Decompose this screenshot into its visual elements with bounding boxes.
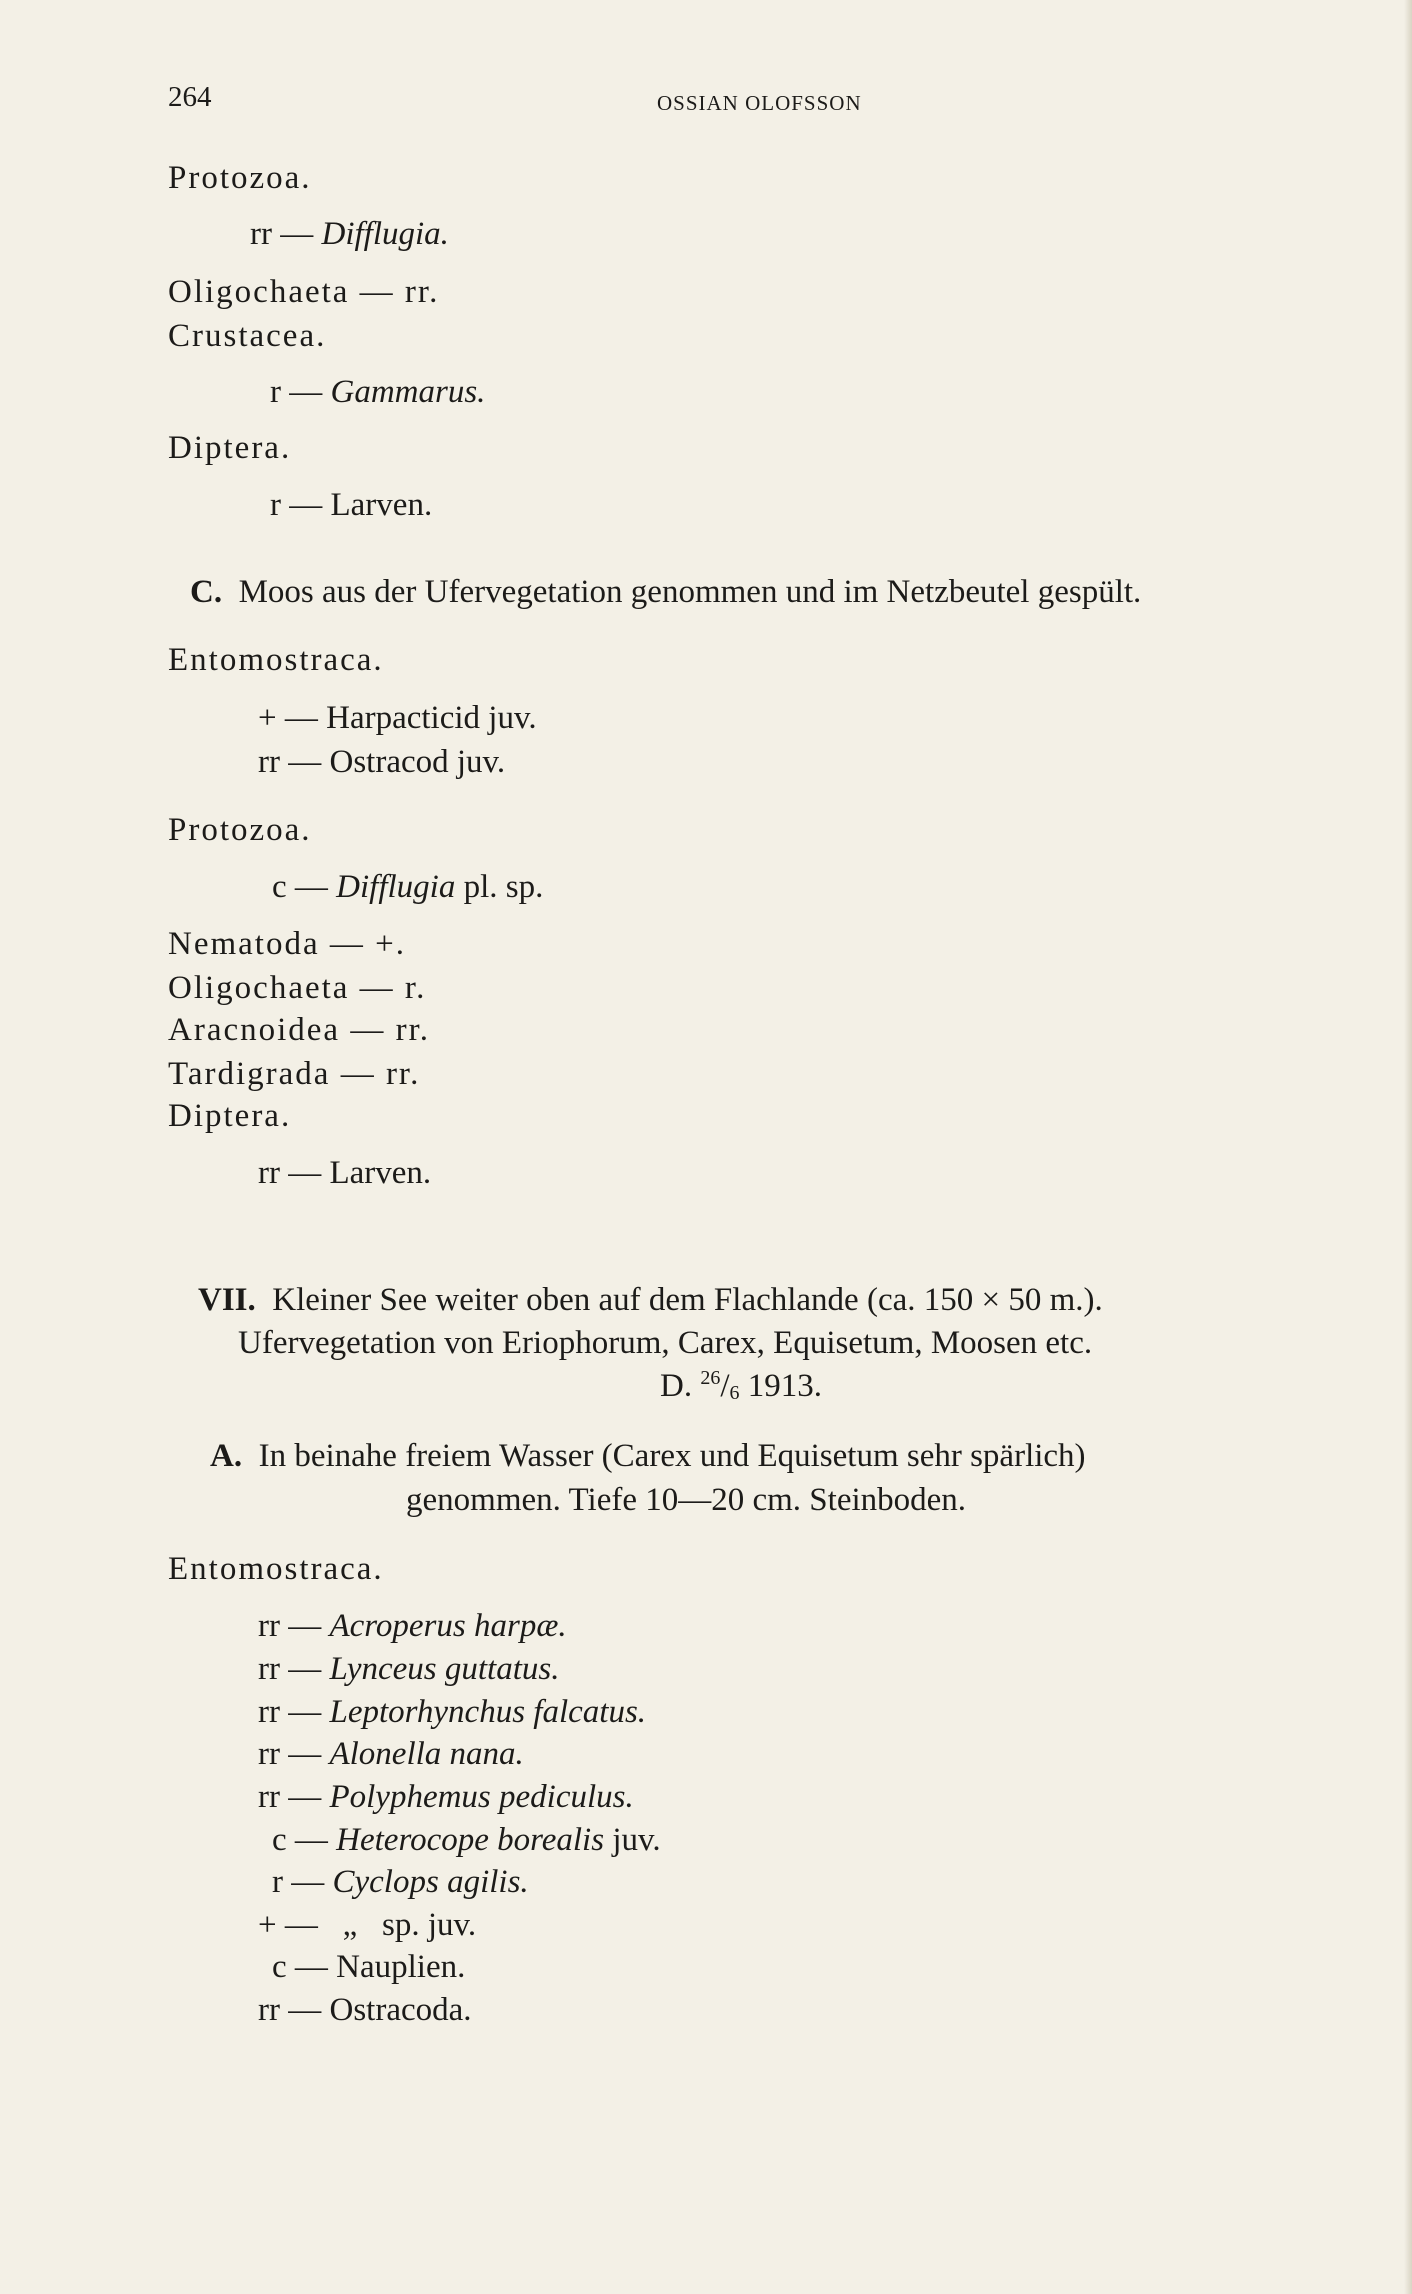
- species-entry: rr — Polyphemus pediculus.: [258, 1779, 634, 1815]
- entry-text: Nauplien.: [336, 1949, 466, 1985]
- section-vii-heading: [198, 1280, 1103, 1320]
- species-entry: c — Heterocope borealis juv.: [272, 1822, 661, 1858]
- species-entry: r — Gammarus.: [270, 374, 486, 410]
- section-letter: A.: [210, 1438, 243, 1474]
- species-entry: rr — Alonella nana.: [258, 1736, 524, 1772]
- species-entry: rr — Ostracoda.: [258, 1992, 472, 2028]
- taxon-name: Cyclops agilis.: [332, 1864, 529, 1900]
- abundance-code: rr: [258, 1779, 280, 1815]
- group-heading: Protozoa.: [168, 812, 312, 848]
- group-heading: Protozoa.: [168, 160, 312, 196]
- taxon-name: Acroperus harpæ.: [329, 1608, 567, 1644]
- taxon-name: Difflugia.: [321, 216, 449, 252]
- date-day: 26: [700, 1367, 721, 1389]
- group-heading: Tardigrada — rr.: [168, 1056, 421, 1092]
- abundance-code: c: [272, 1822, 287, 1858]
- group-heading: Aracnoidea — rr.: [168, 1012, 430, 1048]
- date-month: 6: [729, 1382, 740, 1404]
- abundance-code: c: [272, 1949, 287, 1985]
- species-entry: r — Cyclops agilis.: [272, 1864, 529, 1900]
- taxon-name: Difflugia: [336, 869, 456, 905]
- taxon-name: Heterocope borealis: [336, 1822, 605, 1858]
- abundance-code: rr: [250, 216, 272, 252]
- abundance-code: rr: [258, 1155, 280, 1191]
- species-entry: rr — Difflugia.: [250, 216, 449, 252]
- section-numeral: VII.: [198, 1282, 256, 1318]
- section-text: Moos aus der Ufervegetation genommen und im Netzbeutel gespült.: [238, 574, 1142, 610]
- group-heading: Nematoda — +.: [168, 926, 406, 962]
- entry-text: juv.: [612, 1822, 661, 1858]
- entry-text: Ostracod juv.: [329, 744, 506, 780]
- species-entry: rr — Acroperus harpæ.: [258, 1608, 567, 1644]
- abundance-code: rr: [258, 1694, 280, 1730]
- running-title: OSSIAN OLOFSSON: [657, 91, 862, 115]
- taxon-name: Alonella nana.: [329, 1736, 524, 1772]
- abundance-code: r: [272, 1864, 283, 1900]
- species-entry: r — Larven.: [270, 487, 433, 523]
- entry-text: pl. sp.: [463, 869, 544, 905]
- section-vii-date: D. $^{26}/_6$ 1913.: [660, 1367, 823, 1404]
- group-heading: Crustacea.: [168, 318, 327, 354]
- entry-text: Harpacticid juv.: [326, 700, 537, 736]
- taxon-name: Gammarus.: [330, 374, 486, 410]
- section-vii-line-2: Ufervegetation von Eriophorum, Carex, Equisetum, Moosen etc.: [238, 1325, 1093, 1361]
- group-heading: Diptera.: [168, 430, 292, 466]
- species-entry: + — „ sp. juv.: [258, 1907, 477, 1943]
- abundance-code: r: [270, 374, 281, 410]
- group-heading: Diptera.: [168, 1098, 292, 1134]
- entry-text: sp. juv.: [382, 1907, 477, 1943]
- section-letter: C.: [190, 574, 223, 610]
- section-a-line-2: genommen. Tiefe 10—20 cm. Steinboden.: [406, 1482, 967, 1518]
- species-entry: rr — Larven.: [258, 1155, 432, 1191]
- group-heading: Oligochaeta — r.: [168, 970, 427, 1006]
- section-line-1: Kleiner See weiter oben auf dem Flachlande (ca. 150 × 50 m.).: [272, 1282, 1103, 1318]
- entry-text: Ostracoda.: [329, 1992, 472, 2028]
- species-entry: rr — Ostracod juv.: [258, 744, 506, 780]
- species-entry: rr — Leptorhynchus falcatus.: [258, 1694, 647, 1730]
- date-year: 1913.: [747, 1368, 823, 1404]
- taxon-name: Lynceus guttatus.: [329, 1651, 560, 1687]
- section-c-heading: [190, 572, 1141, 612]
- group-heading: Entomostraca.: [168, 1551, 384, 1587]
- taxon-name: Leptorhynchus falcatus.: [329, 1694, 647, 1730]
- abundance-code: rr: [258, 1608, 280, 1644]
- abundance-code: r: [270, 487, 281, 523]
- group-heading: Entomostraca.: [168, 642, 384, 678]
- page-edge-shadow: [1404, 0, 1412, 2294]
- date-prefix: D.: [660, 1368, 693, 1404]
- abundance-code: +: [258, 1907, 277, 1943]
- group-heading: Oligochaeta — rr.: [168, 274, 440, 310]
- ditto-mark: „: [342, 1907, 358, 1943]
- abundance-code: rr: [258, 1651, 280, 1687]
- section-a-heading: [210, 1436, 1086, 1476]
- abundance-code: +: [258, 700, 277, 736]
- abundance-code: rr: [258, 1736, 280, 1772]
- abundance-code: c: [272, 869, 287, 905]
- page-number: 264: [168, 81, 212, 113]
- entry-text: Larven.: [330, 487, 433, 523]
- abundance-code: rr: [258, 1992, 280, 2028]
- species-entry: rr — Lynceus guttatus.: [258, 1651, 560, 1687]
- section-line-1: In beinahe freiem Wasser (Carex und Equisetum sehr spärlich): [258, 1438, 1086, 1474]
- abundance-code: rr: [258, 744, 280, 780]
- taxon-name: Polyphemus pediculus.: [329, 1779, 634, 1815]
- species-entry: c — Nauplien.: [272, 1949, 466, 1985]
- species-entry: c — Difflugia pl. sp.: [272, 869, 544, 905]
- entry-text: Larven.: [329, 1155, 432, 1191]
- species-entry: + — Harpacticid juv.: [258, 700, 537, 736]
